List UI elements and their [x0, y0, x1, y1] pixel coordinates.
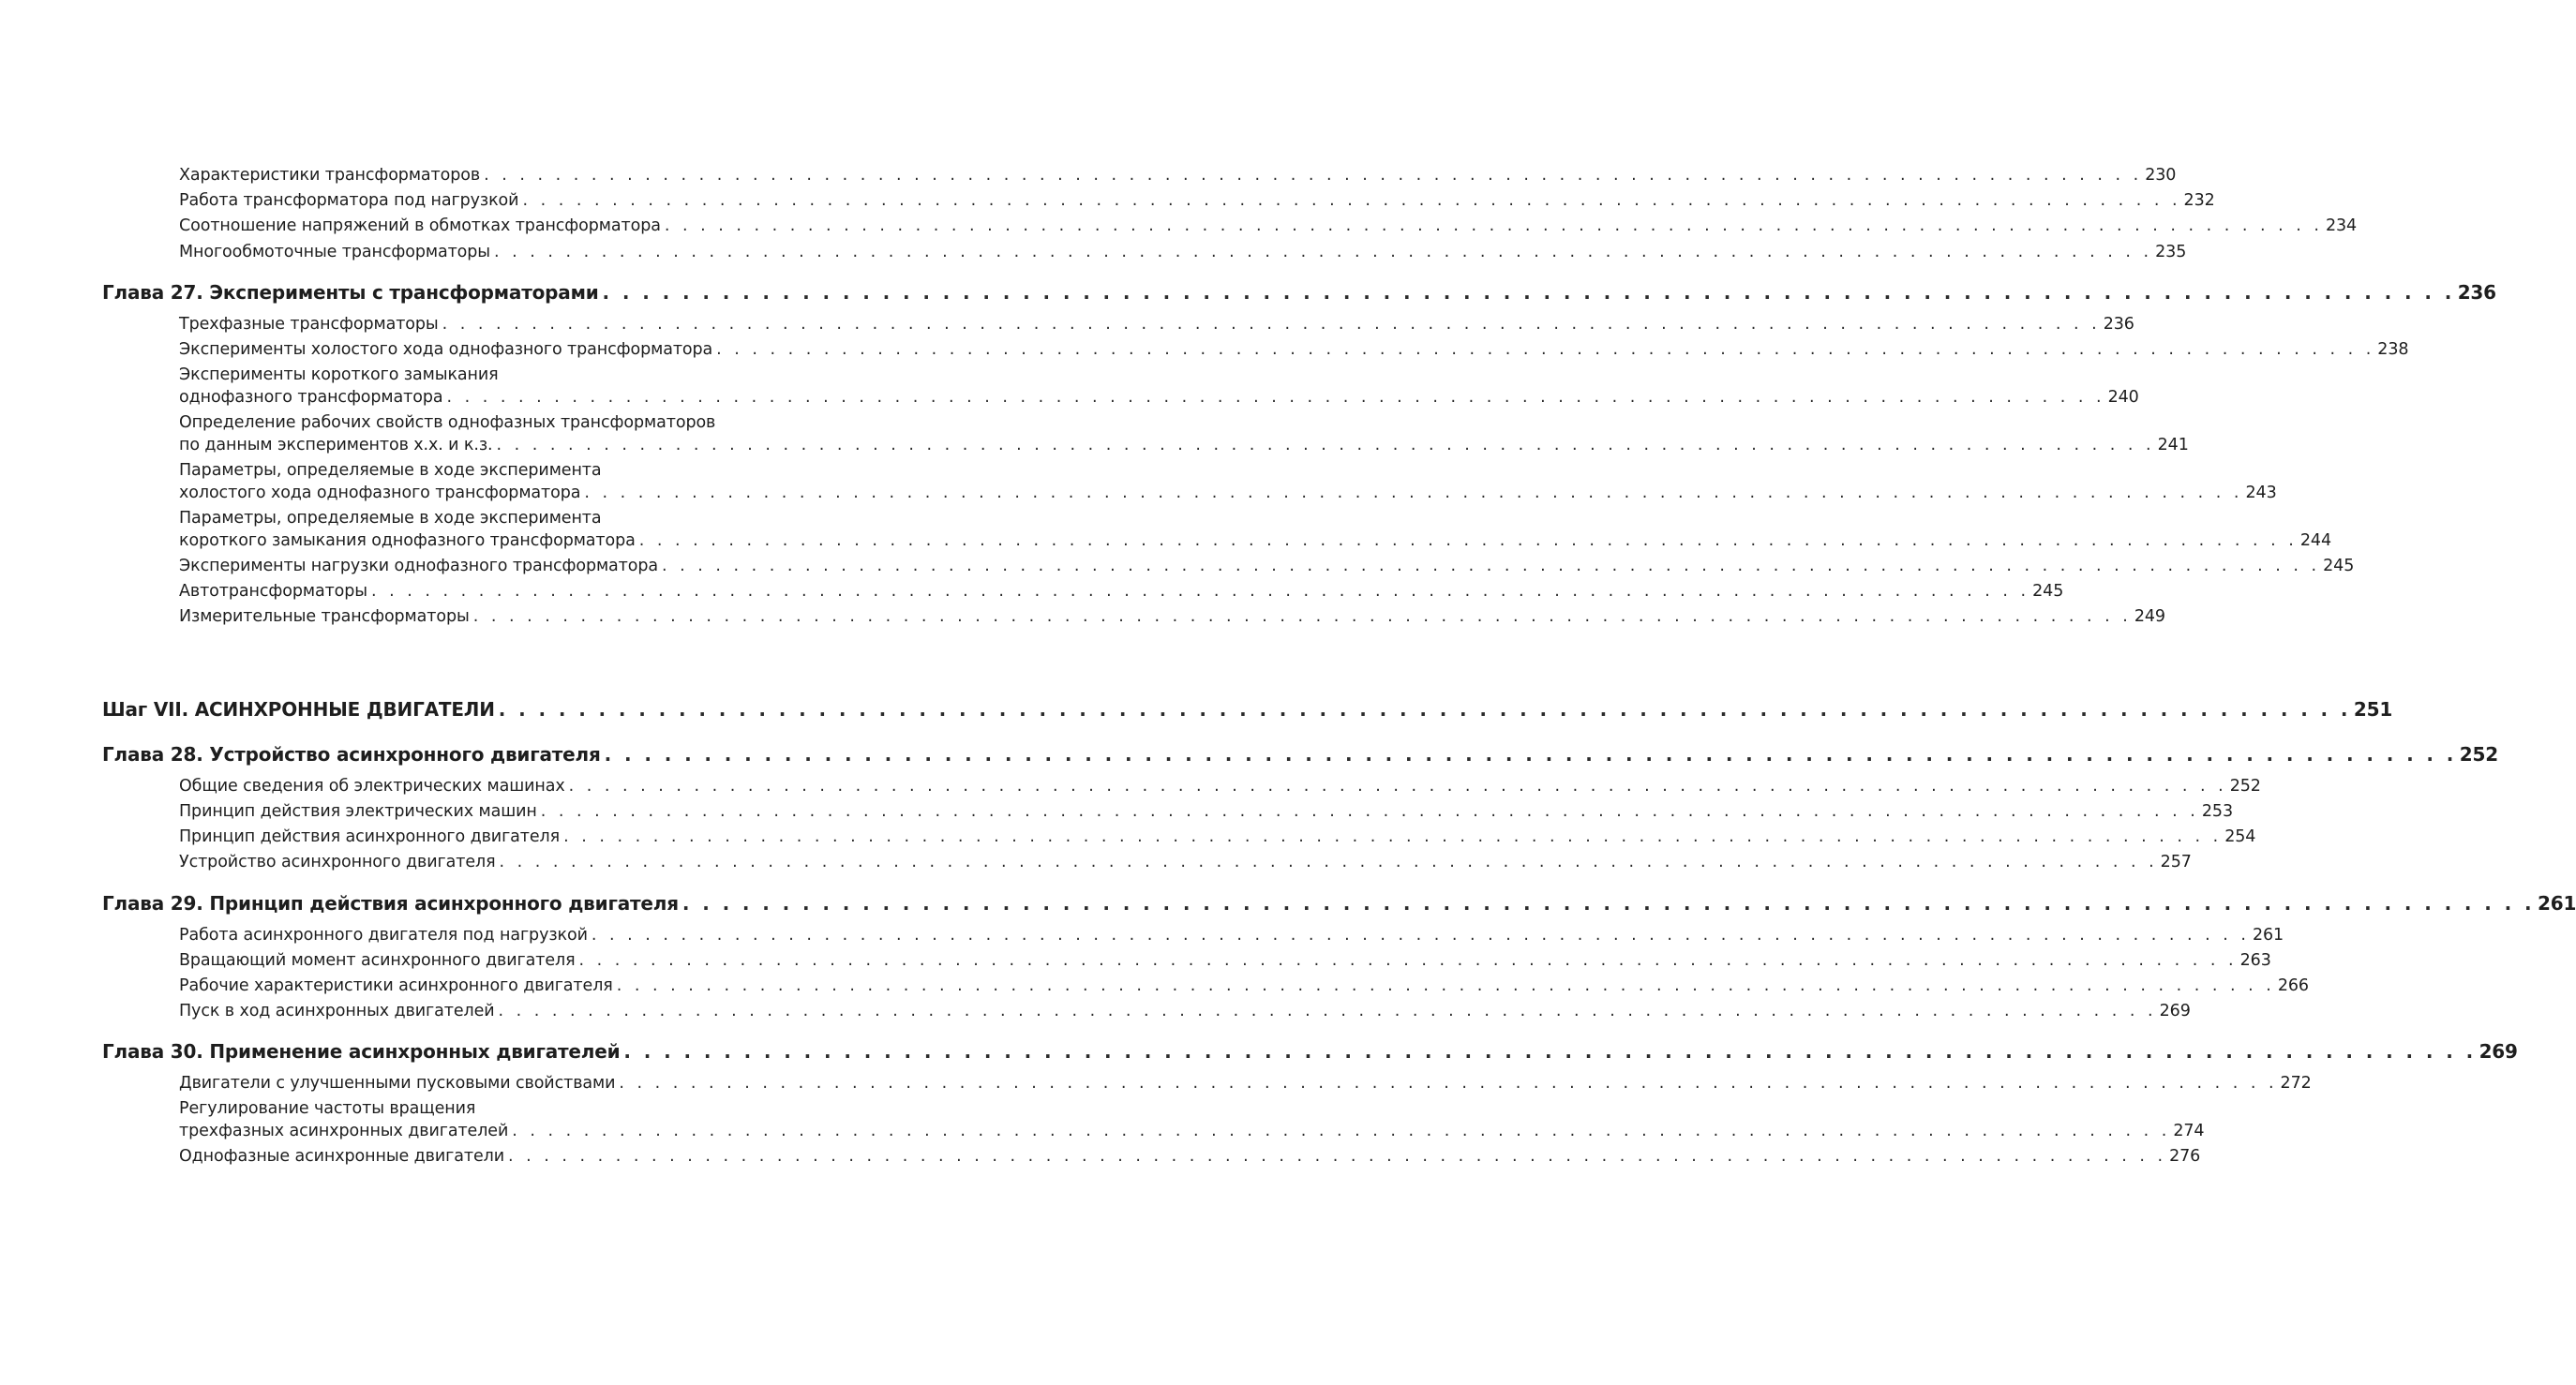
toc-entry-title: Принцип действия электрических машин — [179, 802, 537, 821]
toc-entry-title: Многообмоточные трансформаторы — [179, 243, 491, 261]
toc-entry-page: 236 — [2103, 315, 2134, 334]
toc-entry-title: Пуск в ход асинхронных двигателей — [179, 1002, 495, 1020]
toc-entry-title: Характеристики трансформаторов — [179, 166, 481, 185]
toc-entry-title-line1: Эксперименты короткого замыкания — [179, 365, 499, 384]
toc-entry — [179, 529, 2331, 554]
dot-leader: . . . . . . . . . . . . . . . . . . . . . . . . . . . . . . . . . . . . . . . . . . . . . . . . . . . . . . . . . . . . . . . . . . . . . . . . . . . . . . . . . . . . . . . . . . . . . — [604, 743, 2457, 766]
toc-entry-page: 266 — [2277, 976, 2309, 995]
dot-leader: . . . . . . . . . . . . . . . . . . . . . . . . . . . . . . . . . . . . . . . . . . . . . . . . . . . . . . . . . . . . . . . . . . . . . . . . . . . . . . . . . . . . . . . . . . . . . — [508, 1147, 2167, 1166]
toc-entry-title: Работа асинхронного двигателя под нагрузкой — [179, 926, 588, 945]
dot-leader: . . . . . . . . . . . . . . . . . . . . . . . . . . . . . . . . . . . . . . . . . . . . . . . . . . . . . . . . . . . . . . . . . . . . . . . . . . . . . . . . . . . . . . . . . . . . . — [371, 582, 2030, 601]
toc-entry — [179, 1119, 2205, 1144]
toc-entry-page: 232 — [2183, 191, 2215, 210]
toc-part-heading — [102, 696, 2393, 722]
toc-entry — [179, 554, 2355, 579]
toc-entry — [179, 214, 2358, 239]
toc-entry-title: Устройство асинхронного двигателя — [179, 853, 496, 871]
toc-entry-page: 245 — [2032, 582, 2064, 601]
toc-chapter-heading — [102, 279, 2496, 305]
toc-entry-title: Измерительные трансформаторы — [179, 607, 470, 626]
toc-entry — [179, 433, 2189, 458]
dot-leader: . . . . . . . . . . . . . . . . . . . . . . . . . . . . . . . . . . . . . . . . . . . . . . . . . . . . . . . . . . . . . . . . . . . . . . . . . . . . . . . . . . . . . . . . . . . . . — [540, 802, 2199, 821]
dot-leader: . . . . . . . . . . . . . . . . . . . . . . . . . . . . . . . . . . . . . . . . . . . . . . . . . . . . . . . . . . . . . . . . . . . . . . . . . . . . . . . . . . . . . . . . . . . . . — [578, 951, 2238, 970]
dot-leader: . . . . . . . . . . . . . . . . . . . . . . . . . . . . . . . . . . . . . . . . . . . . . . . . . . . . . . . . . . . . . . . . . . . . . . . . . . . . . . . . . . . . . . . . . . . . . — [568, 777, 2227, 796]
dot-leader: . . . . . . . . . . . . . . . . . . . . . . . . . . . . . . . . . . . . . . . . . . . . . . . . . . . . . . . . . . . . . . . . . . . . . . . . . . . . . . . . . . . . . . . . . . . . . — [498, 1002, 2157, 1020]
dot-leader: . . . . . . . . . . . . . . . . . . . . . . . . . . . . . . . . . . . . . . . . . . . . . . . . . . . . . . . . . . . . . . . . . . . . . . . . . . . . . . . . . . . . . . . . . . . . . — [623, 1040, 2477, 1063]
toc-entry-title: Глава 29. Принцип действия асинхронного двигателя — [102, 892, 679, 915]
toc-entry — [179, 999, 2191, 1024]
toc-entry-title: Общие сведения об электрических машинах — [179, 777, 565, 796]
toc-entry — [179, 774, 2261, 799]
toc-entry-page: 252 — [2229, 777, 2261, 796]
toc-entry — [179, 579, 2064, 604]
dot-leader: . . . . . . . . . . . . . . . . . . . . . . . . . . . . . . . . . . . . . . . . . . . . . . . . . . . . . . . . . . . . . . . . . . . . . . . . . . . . . . . . . . . . . . . . . . . . . — [563, 827, 2223, 846]
toc-entry — [179, 799, 2233, 825]
toc-entry — [179, 948, 2271, 974]
toc-chapter-heading — [102, 741, 2498, 767]
dot-leader: . . . . . . . . . . . . . . . . . . . . . . . . . . . . . . . . . . . . . . . . . . . . . . . . . . . . . . . . . . . . . . . . . . . . . . . . . . . . . . . . . . . . . . . . . . . . . — [716, 340, 2375, 359]
toc-entry-page: 251 — [2353, 698, 2393, 721]
toc-entry — [179, 850, 2192, 875]
dot-leader: . . . . . . . . . . . . . . . . . . . . . . . . . . . . . . . . . . . . . . . . . . . . . . . . . . . . . . . . . . . . . . . . . . . . . . . . . . . . . . . . . . . . . . . . . . . . . — [662, 557, 2321, 575]
toc-entry-title: Эксперименты нагрузки однофазного трансформатора — [179, 557, 659, 575]
toc-entry — [179, 240, 2187, 265]
toc-entry-page: 240 — [2107, 388, 2139, 407]
dot-leader: . . . . . . . . . . . . . . . . . . . . . . . . . . . . . . . . . . . . . . . . . . . . . . . . . . . . . . . . . . . . . . . . . . . . . . . . . . . . . . . . . . . . . . . . . . . . . — [512, 1122, 2171, 1140]
toc-entry-title: холостого хода однофазного трансформатора — [179, 484, 581, 502]
toc-chapter-heading — [102, 1038, 2518, 1065]
toc-entry-page: 261 — [2252, 926, 2284, 945]
toc-entry-page: 230 — [2145, 166, 2177, 185]
toc-entry-title-line1: Определение рабочих свойств однофазных трансформаторов — [179, 413, 716, 432]
dot-leader: . . . . . . . . . . . . . . . . . . . . . . . . . . . . . . . . . . . . . . . . . . . . . . . . . . . . . . . . . . . . . . . . . . . . . . . . . . . . . . . . . . . . . . . . . . . . . — [446, 388, 2105, 407]
toc-entry-title: Глава 30. Применение асинхронных двигателей — [102, 1040, 621, 1063]
toc-entry — [179, 312, 2134, 337]
toc-entry-page: 253 — [2201, 802, 2233, 821]
toc-entry-title: Вращающий момент асинхронного двигателя — [179, 951, 576, 970]
toc-entry-page: 254 — [2224, 827, 2256, 846]
toc-entry-page: 263 — [2239, 951, 2271, 970]
dot-leader: . . . . . . . . . . . . . . . . . . . . . . . . . . . . . . . . . . . . . . . . . . . . . . . . . . . . . . . . . . . . . . . . . . . . . . . . . . . . . . . . . . . . . . . . . . . . . — [664, 216, 2323, 235]
dot-leader: . . . . . . . . . . . . . . . . . . . . . . . . . . . . . . . . . . . . . . . . . . . . . . . . . . . . . . . . . . . . . . . . . . . . . . . . . . . . . . . . . . . . . . . . . . . . . — [472, 607, 2132, 626]
toc-entry-title: по данным экспериментов х.х. и к.з. — [179, 436, 493, 454]
toc-entry — [179, 923, 2284, 948]
toc-entry — [179, 188, 2215, 214]
toc-entry — [179, 163, 2177, 188]
toc-entry-title-line1: Параметры, определяемые в ходе эксперимента — [179, 509, 602, 528]
toc-entry-page: 236 — [2457, 281, 2496, 304]
dot-leader: . . . . . . . . . . . . . . . . . . . . . . . . . . . . . . . . . . . . . . . . . . . . . . . . . . . . . . . . . . . . . . . . . . . . . . . . . . . . . . . . . . . . . . . . . . . . . — [619, 1074, 2278, 1093]
toc-entry — [179, 481, 2277, 506]
dot-leader: . . . . . . . . . . . . . . . . . . . . . . . . . . . . . . . . . . . . . . . . . . . . . . . . . . . . . . . . . . . . . . . . . . . . . . . . . . . . . . . . . . . . . . . . . . . . . — [638, 531, 2298, 550]
toc-entry-page: 276 — [2169, 1147, 2201, 1166]
toc-entry-page: 269 — [2479, 1040, 2518, 1063]
toc-entry-page: 272 — [2280, 1074, 2312, 1093]
dot-leader: . . . . . . . . . . . . . . . . . . . . . . . . . . . . . . . . . . . . . . . . . . . . . . . . . . . . . . . . . . . . . . . . . . . . . . . . . . . . . . . . . . . . . . . . . . . . . — [484, 166, 2143, 185]
toc-entry-page: 249 — [2134, 607, 2165, 626]
toc-entry-page: 244 — [2299, 531, 2331, 550]
dot-leader: . . . . . . . . . . . . . . . . . . . . . . . . . . . . . . . . . . . . . . . . . . . . . . . . . . . . . . . . . . . . . . . . . . . . . . . . . . . . . . . . . . . . . . . . . . . . . — [499, 853, 2158, 871]
dot-leader: . . . . . . . . . . . . . . . . . . . . . . . . . . . . . . . . . . . . . . . . . . . . . . . . . . . . . . . . . . . . . . . . . . . . . . . . . . . . . . . . . . . . . . . . . . . . . — [496, 436, 2155, 454]
toc-entry — [179, 825, 2256, 850]
toc-entry-title: трехфазных асинхронных двигателей — [179, 1122, 509, 1140]
toc-entry — [179, 385, 2139, 410]
toc-entry — [179, 1071, 2312, 1096]
toc-entry-page: 238 — [2377, 340, 2409, 359]
toc-entry-page: 274 — [2173, 1122, 2205, 1140]
toc-entry — [179, 337, 2409, 363]
toc-entry-title: Шаг VII. АСИНХРОННЫЕ ДВИГАТЕЛИ — [102, 698, 495, 721]
toc-entry-title: Трехфазные трансформаторы — [179, 315, 439, 334]
toc-entry-title: Эксперименты холостого хода однофазного трансформатора — [179, 340, 713, 359]
toc-entry-title: Принцип действия асинхронного двигателя — [179, 827, 561, 846]
toc-entry-title-line1: Параметры, определяемые в ходе эксперимента — [179, 461, 602, 480]
dot-leader: . . . . . . . . . . . . . . . . . . . . . . . . . . . . . . . . . . . . . . . . . . . . . . . . . . . . . . . . . . . . . . . . . . . . . . . . . . . . . . . . . . . . . . . . . . . . . — [591, 926, 2250, 945]
dot-leader: . . . . . . . . . . . . . . . . . . . . . . . . . . . . . . . . . . . . . . . . . . . . . . . . . . . . . . . . . . . . . . . . . . . . . . . . . . . . . . . . . . . . . . . . . . . . . — [681, 892, 2536, 915]
dot-leader: . . . . . . . . . . . . . . . . . . . . . . . . . . . . . . . . . . . . . . . . . . . . . . . . . . . . . . . . . . . . . . . . . . . . . . . . . . . . . . . . . . . . . . . . . . . . . — [494, 243, 2153, 261]
toc-entry-title: Работа трансформатора под нагрузкой — [179, 191, 519, 210]
toc-entry-page: 261 — [2538, 892, 2576, 915]
dot-leader: . . . . . . . . . . . . . . . . . . . . . . . . . . . . . . . . . . . . . . . . . . . . . . . . . . . . . . . . . . . . . . . . . . . . . . . . . . . . . . . . . . . . . . . . . . . . . — [498, 698, 2351, 721]
toc-entry-title: короткого замыкания однофазного трансформатора — [179, 531, 636, 550]
toc-entry-title: Соотношение напряжений в обмотках трансформатора — [179, 216, 661, 235]
toc-entry-page: 234 — [2325, 216, 2358, 235]
toc-entry-title: однофазного трансформатора — [179, 388, 443, 407]
toc-entry-page: 235 — [2155, 243, 2187, 261]
toc-entry-page: 245 — [2323, 557, 2355, 575]
toc-entry-title-line1: Регулирование частоты вращения — [179, 1099, 476, 1118]
dot-leader: . . . . . . . . . . . . . . . . . . . . . . . . . . . . . . . . . . . . . . . . . . . . . . . . . . . . . . . . . . . . . . . . . . . . . . . . . . . . . . . . . . . . . . . . . . . . . — [442, 315, 2101, 334]
dot-leader: . . . . . . . . . . . . . . . . . . . . . . . . . . . . . . . . . . . . . . . . . . . . . . . . . . . . . . . . . . . . . . . . . . . . . . . . . . . . . . . . . . . . . . . . . . . . . — [602, 281, 2455, 304]
dot-leader: . . . . . . . . . . . . . . . . . . . . . . . . . . . . . . . . . . . . . . . . . . . . . . . . . . . . . . . . . . . . . . . . . . . . . . . . . . . . . . . . . . . . . . . . . . . . . — [584, 484, 2243, 502]
toc-entry — [179, 974, 2309, 999]
toc-entry — [179, 604, 2165, 630]
toc-entry-page: 257 — [2160, 853, 2192, 871]
dot-leader: . . . . . . . . . . . . . . . . . . . . . . . . . . . . . . . . . . . . . . . . . . . . . . . . . . . . . . . . . . . . . . . . . . . . . . . . . . . . . . . . . . . . . . . . . . . . . — [522, 191, 2181, 210]
toc-entry-page: 252 — [2459, 743, 2498, 766]
toc-entry-page: 243 — [2245, 484, 2277, 502]
toc-entry-title: Однофазные асинхронные двигатели — [179, 1147, 504, 1166]
toc-entry-page: 241 — [2157, 436, 2189, 454]
toc-entry-title: Автотрансформаторы — [179, 582, 368, 601]
toc-entry-title: Двигатели с улучшенными пусковыми свойствами — [179, 1074, 616, 1093]
dot-leader: . . . . . . . . . . . . . . . . . . . . . . . . . . . . . . . . . . . . . . . . . . . . . . . . . . . . . . . . . . . . . . . . . . . . . . . . . . . . . . . . . . . . . . . . . . . . . — [616, 976, 2275, 995]
toc-entry-page: 269 — [2159, 1002, 2191, 1020]
toc-entry-title: Глава 27. Эксперименты с трансформаторами — [102, 281, 599, 304]
toc-entry-title: Рабочие характеристики асинхронного двигателя — [179, 976, 613, 995]
toc-entry — [179, 1144, 2201, 1169]
toc-chapter-heading — [102, 890, 2576, 916]
toc-entry-title: Глава 28. Устройство асинхронного двигателя — [102, 743, 601, 766]
